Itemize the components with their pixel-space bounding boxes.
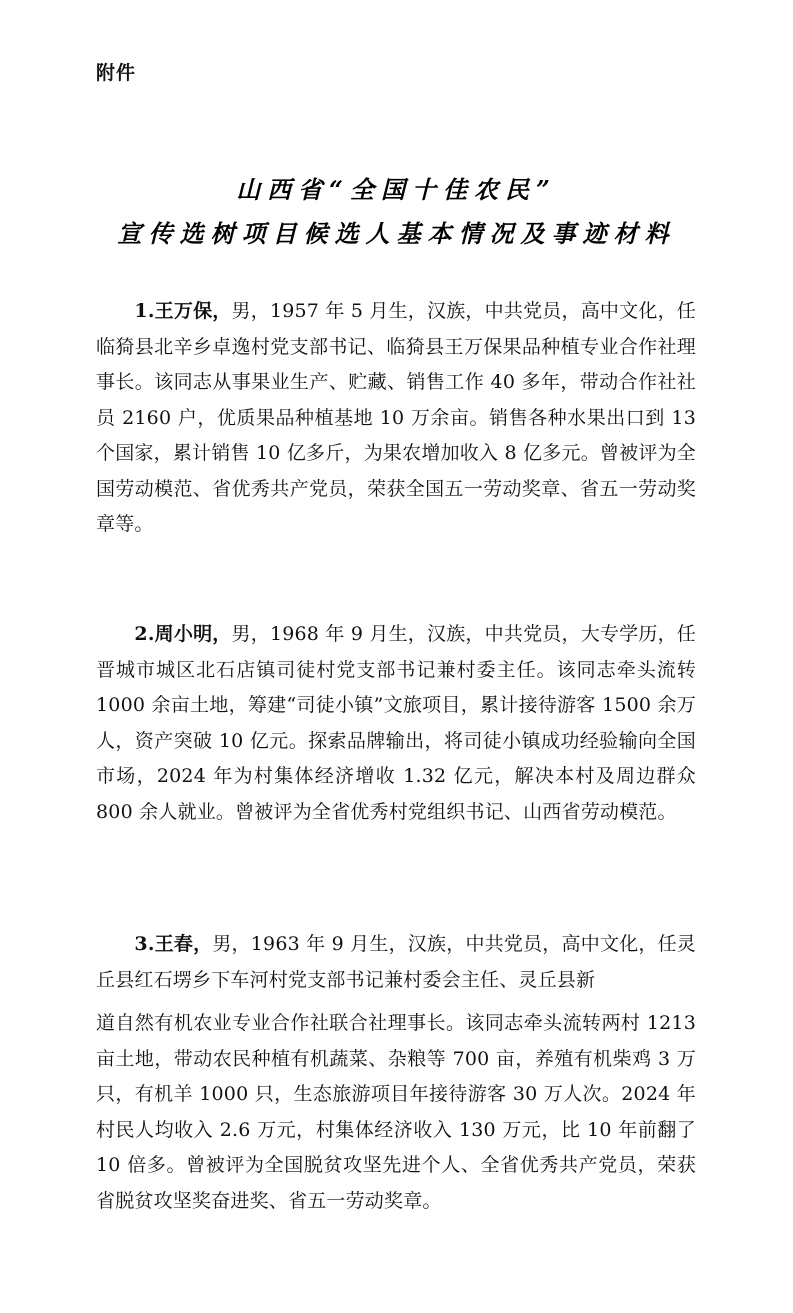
candidate-paragraph-1 bbox=[96, 294, 696, 543]
candidate-body-1: 男，1957 年 5 月生，汉族，中共党员，高中文化，任临猗县北辛乡卓逸村党支部书记、临猗县王万保果品种植专业合作社理事长。该同志从事果业生产、贮藏、销售工作 40 多年，带动合作社社员 2160 户，优质果品种植基地 10 万余亩。销售各种水果出口到 13 个国家，累计销售 10 亿多斤，为果农增加收入 8 亿多元。曾被评为全国劳动模范、省优秀共产党员，荣获全国五一劳动奖章、省五一劳动奖章等。 bbox=[96, 300, 696, 535]
candidate-paragraph-2 bbox=[96, 617, 696, 830]
candidate-name-2: 2.周小明， bbox=[134, 623, 232, 645]
candidate-body-3a: 男，1963 年 9 月生，汉族，中共党员，高中文化，任灵丘县红石塄乡下车河村党支部书记兼村委会主任、灵丘县新 bbox=[96, 933, 696, 991]
candidate-body-2: 男，1968 年 9 月生，汉族，中共党员，大专学历，任晋城市城区北石店镇司徒村党支部书记兼村委主任。该同志牵头流转 1000 余亩土地，筹建“司徒小镇”文旅项目，累计接待游客 1500 余万人，资产突破 10 亿元。探索品牌输出，将司徒小镇成功经验输向全国市场，2024 年为村集体经济增收 1.32 亿元，解决本村及周边群众 800 余人就业。曾被评为全省优秀村党组织书记、山西省劳动模范。 bbox=[96, 623, 696, 823]
candidate-paragraph-3 bbox=[96, 927, 696, 1219]
candidate-body-3b: 道自然有机农业专业合作社联合社理事长。该同志牵头流转两村 1213 亩土地，带动农民种植有机蔬菜、杂粮等 700 亩，养殖有机柴鸡 3 万只，有机羊 1000 只，生态旅游项目年接待游客 30 万人次。2024 年村民人均收入 2.6 万元，村集体经济收入 130 万元，比 10 年前翻了 10 倍多。曾被评为全国脱贫攻坚先进个人、全省优秀共产党员，荣获省脱贫攻坚奖奋进奖、省五一劳动奖章。 bbox=[96, 1012, 696, 1212]
document-title-line-2: 宣传选树项目候选人基本情况及事迹材料 bbox=[117, 219, 676, 248]
candidate-name-3: 3.王春， bbox=[134, 933, 213, 955]
paragraph-gap bbox=[96, 998, 696, 1006]
document-title-line-1: 山西省“全国十佳农民” bbox=[236, 175, 557, 204]
attachment-label: 附件 bbox=[96, 62, 137, 84]
candidate-name-1: 1.王万保， bbox=[134, 300, 232, 322]
